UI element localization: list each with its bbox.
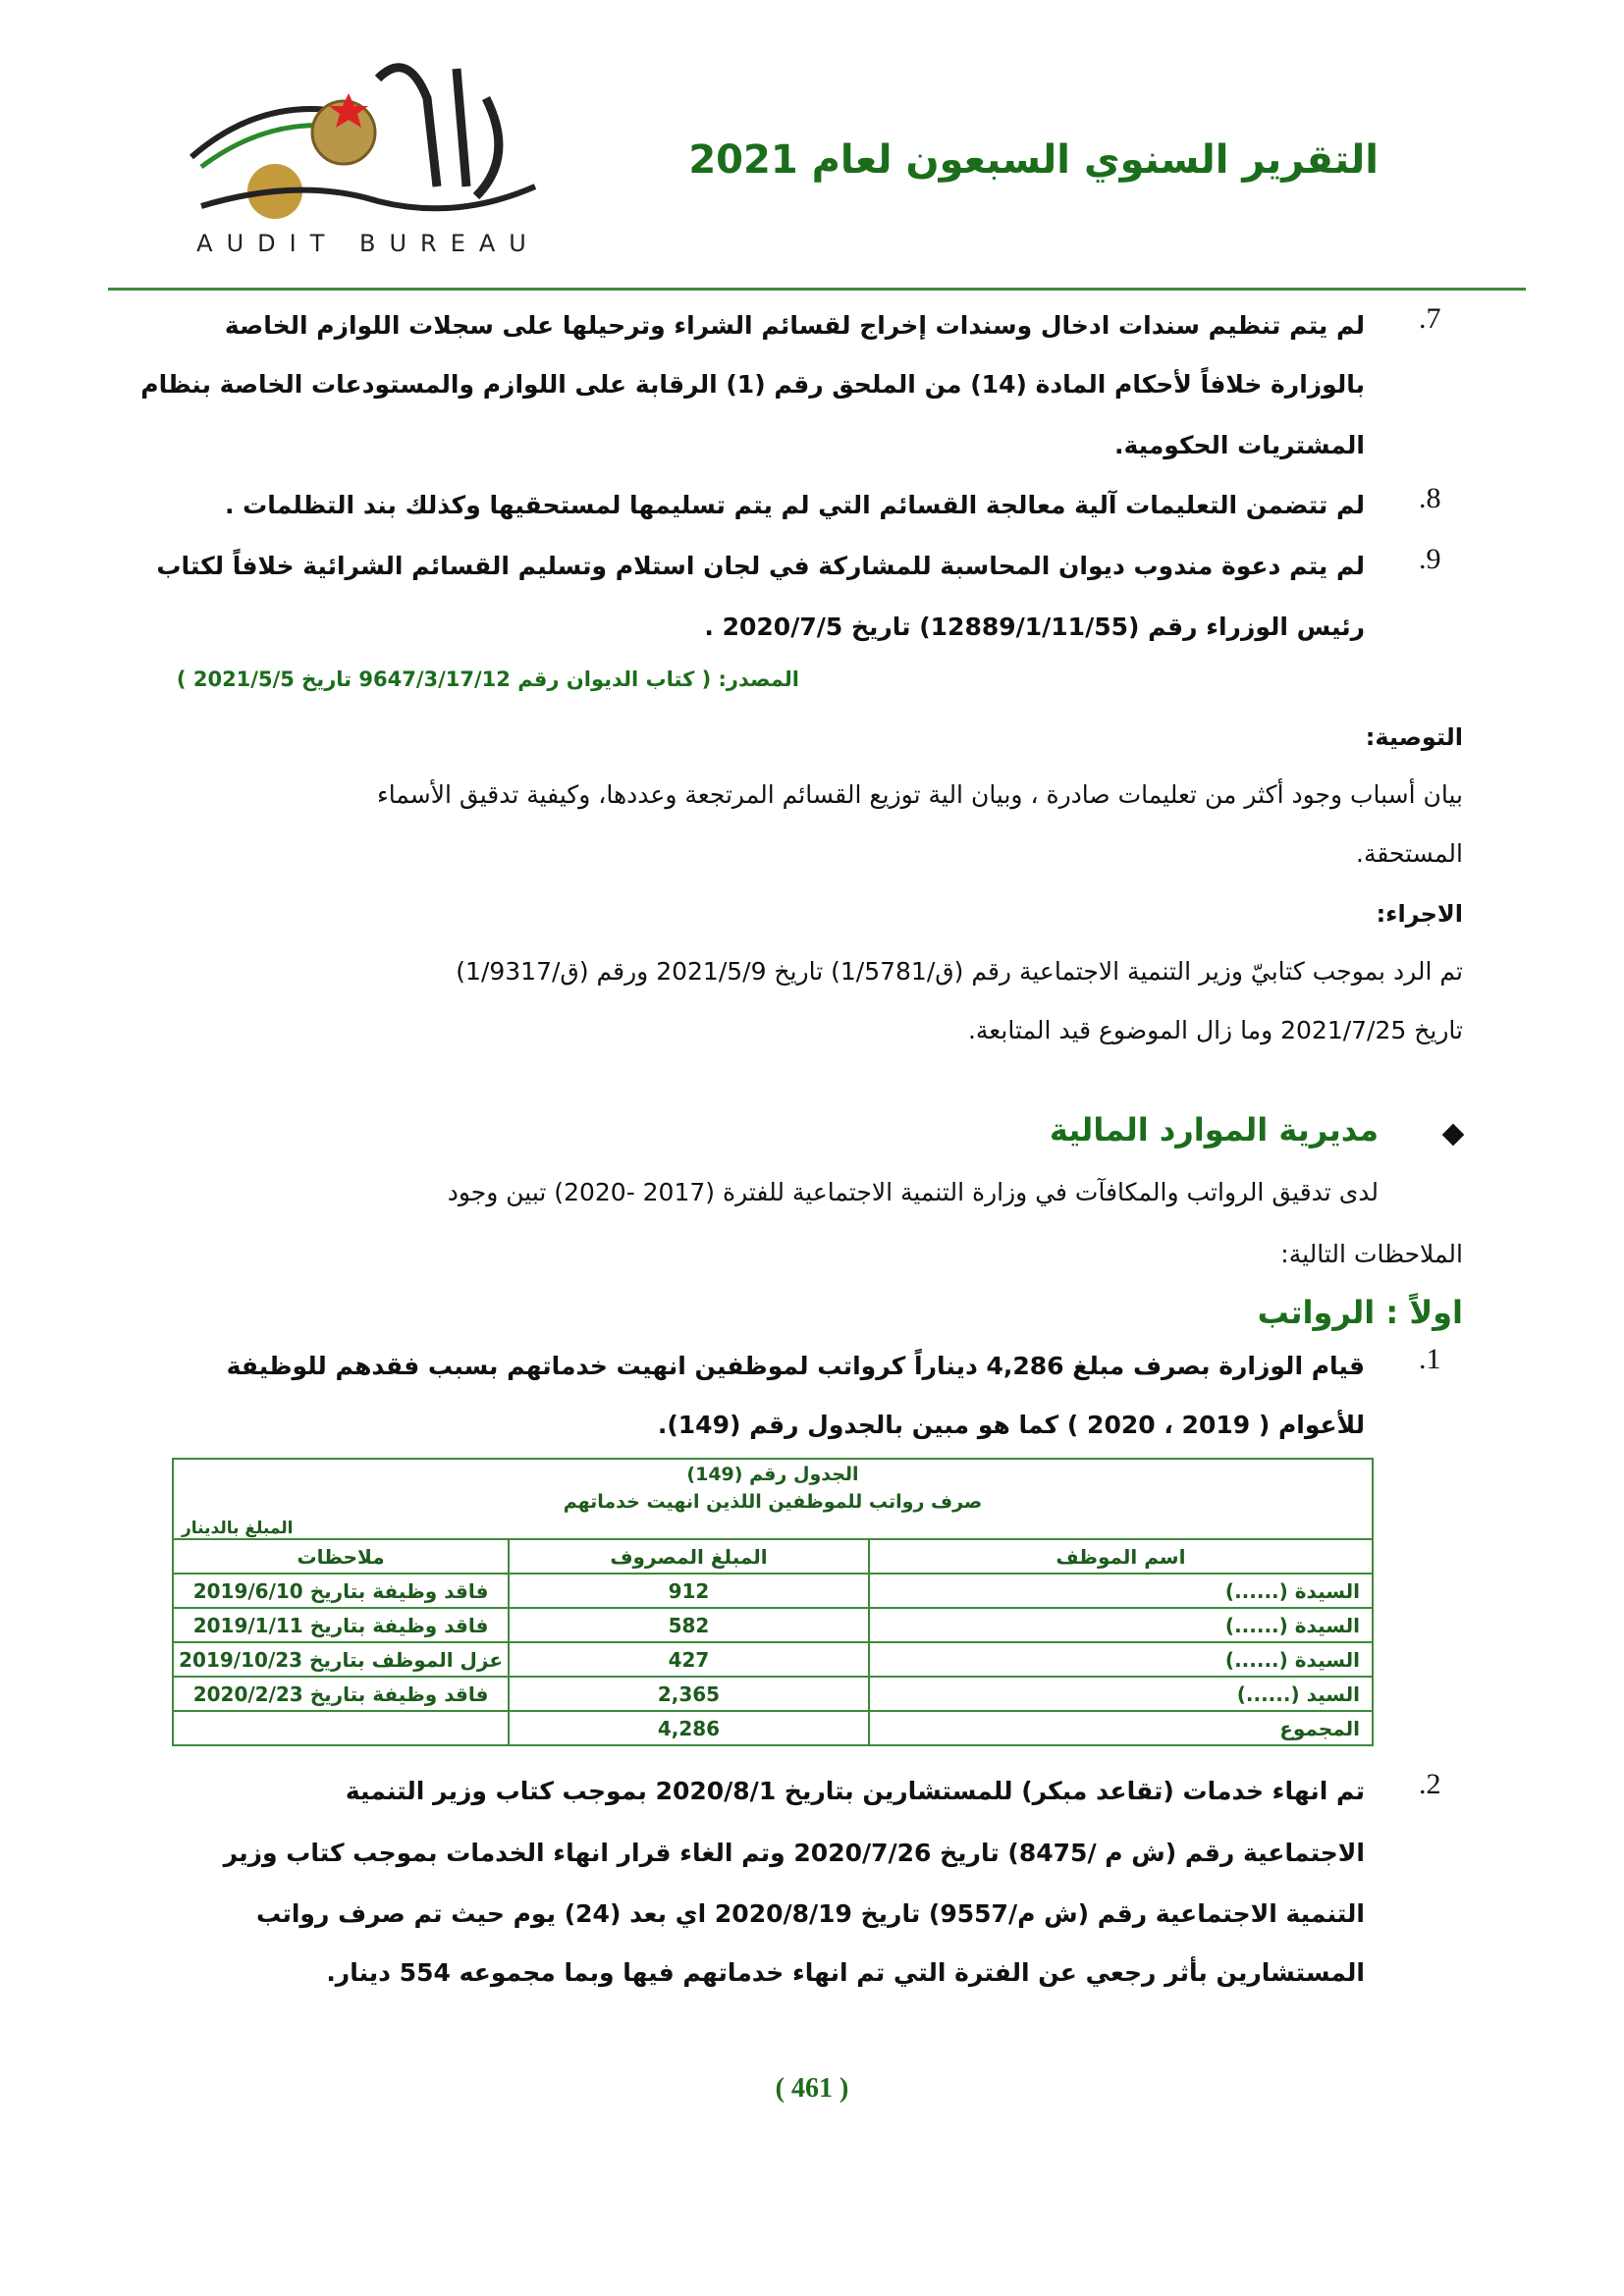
- source-note: المصدر: ( كتاب الديوان رقم 9647/3/17/12 تاريخ 2021/5/5 ): [176, 667, 799, 691]
- table-row: [173, 1642, 1373, 1677]
- item-line: المستشارين بأثر رجعي عن الفترة التي تم انهاء خدماتهم فيها وبما مجموعه 554 دينار.: [326, 1958, 1365, 1987]
- item-line: الاجتماعية رقم (ش م /8475) تاريخ 2020/7/26 وتم الغاء قرار انهاء الخدمات بموجب كتاب وزير: [223, 1839, 1365, 1867]
- audit-bureau-logo: [182, 39, 555, 255]
- col-header-amount: المبلغ المصروف: [509, 1539, 869, 1574]
- action-line: تاريخ 2021/7/25 وما زال الموضوع قيد المتابعة.: [967, 1016, 1463, 1044]
- item-number: .1: [1419, 1343, 1441, 1375]
- recommendation-heading: التوصية:: [1365, 723, 1463, 751]
- item-line: المشتريات الحكومية.: [1113, 431, 1365, 459]
- section-line: لدى تدقيق الرواتب والمكافآت في وزارة التنمية الاجتماعية للفترة (2017 -2020) تبين وجود: [447, 1178, 1379, 1206]
- item-line: للأعوام ( 2019 ، 2020 ) كما هو مبين بالجدول رقم (149).: [657, 1411, 1365, 1439]
- table-row: [173, 1608, 1373, 1642]
- cell-amount: 2,365: [509, 1677, 869, 1711]
- recommendation-line: المستحقة.: [1356, 839, 1463, 868]
- item-line: لم يتم دعوة مندوب ديوان المحاسبة للمشاركة في لجان استلام وتسليم القسائم الشرائية خلافاً لكتاب: [156, 552, 1365, 580]
- cell-amount: 912: [509, 1574, 869, 1608]
- page-number: ( 461 ): [775, 2073, 849, 2104]
- cell-name: السيدة (......): [869, 1574, 1373, 1608]
- action-heading: الاجراء:: [1376, 900, 1463, 928]
- cell-name: السيدة (......): [869, 1642, 1373, 1677]
- item-line: التنمية الاجتماعية رقم (ش م/9557) تاريخ 2020/8/19 اي بعد (24) يوم حيث تم صرف رواتب: [256, 1899, 1365, 1928]
- section-heading: مديرية الموارد المالية: [1049, 1111, 1379, 1148]
- table-total-row: [173, 1711, 1373, 1745]
- cell-notes: فاقد وظيفة بتاريخ 2020/2/23: [173, 1677, 509, 1711]
- cell-name: السيد (......): [869, 1677, 1373, 1711]
- total-label: المجموع: [869, 1711, 1373, 1745]
- section-line: الملاحظات التالية:: [1280, 1240, 1463, 1268]
- cell-notes: فاقد وظيفة بتاريخ 2019/6/10: [173, 1574, 509, 1608]
- header-divider: [108, 288, 1526, 291]
- table-subtitle: صرف رواتب للموظفين اللذين انهيت خدماتهم: [563, 1491, 983, 1513]
- salaries-heading: اولاً : الرواتب: [1257, 1294, 1463, 1331]
- item-line: لم يتم تنظيم سندات ادخال وسندات إخراج لقسائم الشراء وترحيلها على سجلات اللوازم الخاصة: [224, 311, 1365, 340]
- action-line: تم الرد بموجب كتابيّ وزير التنمية الاجتماعية رقم (ق/1/5781) تاريخ 2021/5/9 ورقم (ق/1/9317): [456, 957, 1463, 986]
- item-number: .8: [1419, 482, 1441, 514]
- item-line: قيام الوزارة بصرف مبلغ 4,286 ديناراً كرواتب لموظفين انهيت خدماتهم بسبب فقدهم للوظيفة: [226, 1352, 1365, 1380]
- table-row: [173, 1574, 1373, 1608]
- table-unit: المبلغ بالدينار: [182, 1519, 294, 1538]
- item-line: تم انهاء خدمات (تقاعد مبكر) للمستشارين بتاريخ 2020/8/1 بموجب كتاب وزير التنمية: [345, 1777, 1365, 1805]
- col-header-name: اسم الموظف: [869, 1539, 1373, 1574]
- item-line: رئيس الوزراء رقم (12889/1/11/55) تاريخ 2020/7/5 .: [704, 613, 1365, 641]
- item-line: لم تتضمن التعليمات آلية معالجة القسائم التي لم يتم تسليمها لمستحقيها وكذلك بند التظلمات .: [224, 491, 1365, 519]
- total-amount: 4,286: [509, 1711, 869, 1745]
- cell-amount: 582: [509, 1608, 869, 1642]
- table-title: الجدول رقم (149): [686, 1464, 859, 1485]
- cell-amount: 427: [509, 1642, 869, 1677]
- diamond-bullet-icon: [1442, 1124, 1465, 1147]
- table-row: [173, 1677, 1373, 1711]
- item-number: .9: [1419, 543, 1441, 575]
- col-header-notes: ملاحظات: [173, 1539, 509, 1574]
- item-number: .2: [1419, 1768, 1441, 1800]
- salaries-table: [172, 1458, 1374, 1746]
- report-title: التقرير السنوي السبعون لعام 2021: [688, 137, 1379, 183]
- total-notes: [173, 1711, 509, 1745]
- table-header-row: [173, 1539, 1373, 1574]
- logo-subtitle: AUDIT BUREAU: [196, 230, 540, 257]
- cell-notes: عزل الموظف بتاريخ 2019/10/23: [173, 1642, 509, 1677]
- cell-notes: فاقد وظيفة بتاريخ 2019/1/11: [173, 1608, 509, 1642]
- item-line: بالوزارة خلافاً لأحكام المادة (14) من الملحق رقم (1) الرقابة على اللوازم والمستودعات الخاصة بنظام: [140, 370, 1365, 399]
- cell-name: السيدة (......): [869, 1608, 1373, 1642]
- item-number: .7: [1419, 302, 1441, 335]
- recommendation-line: بيان أسباب وجود أكثر من تعليمات صادرة ، وبيان الية توزيع القسائم المرتجعة وعددها، وكيفية تدقيق الأسماء: [376, 780, 1463, 809]
